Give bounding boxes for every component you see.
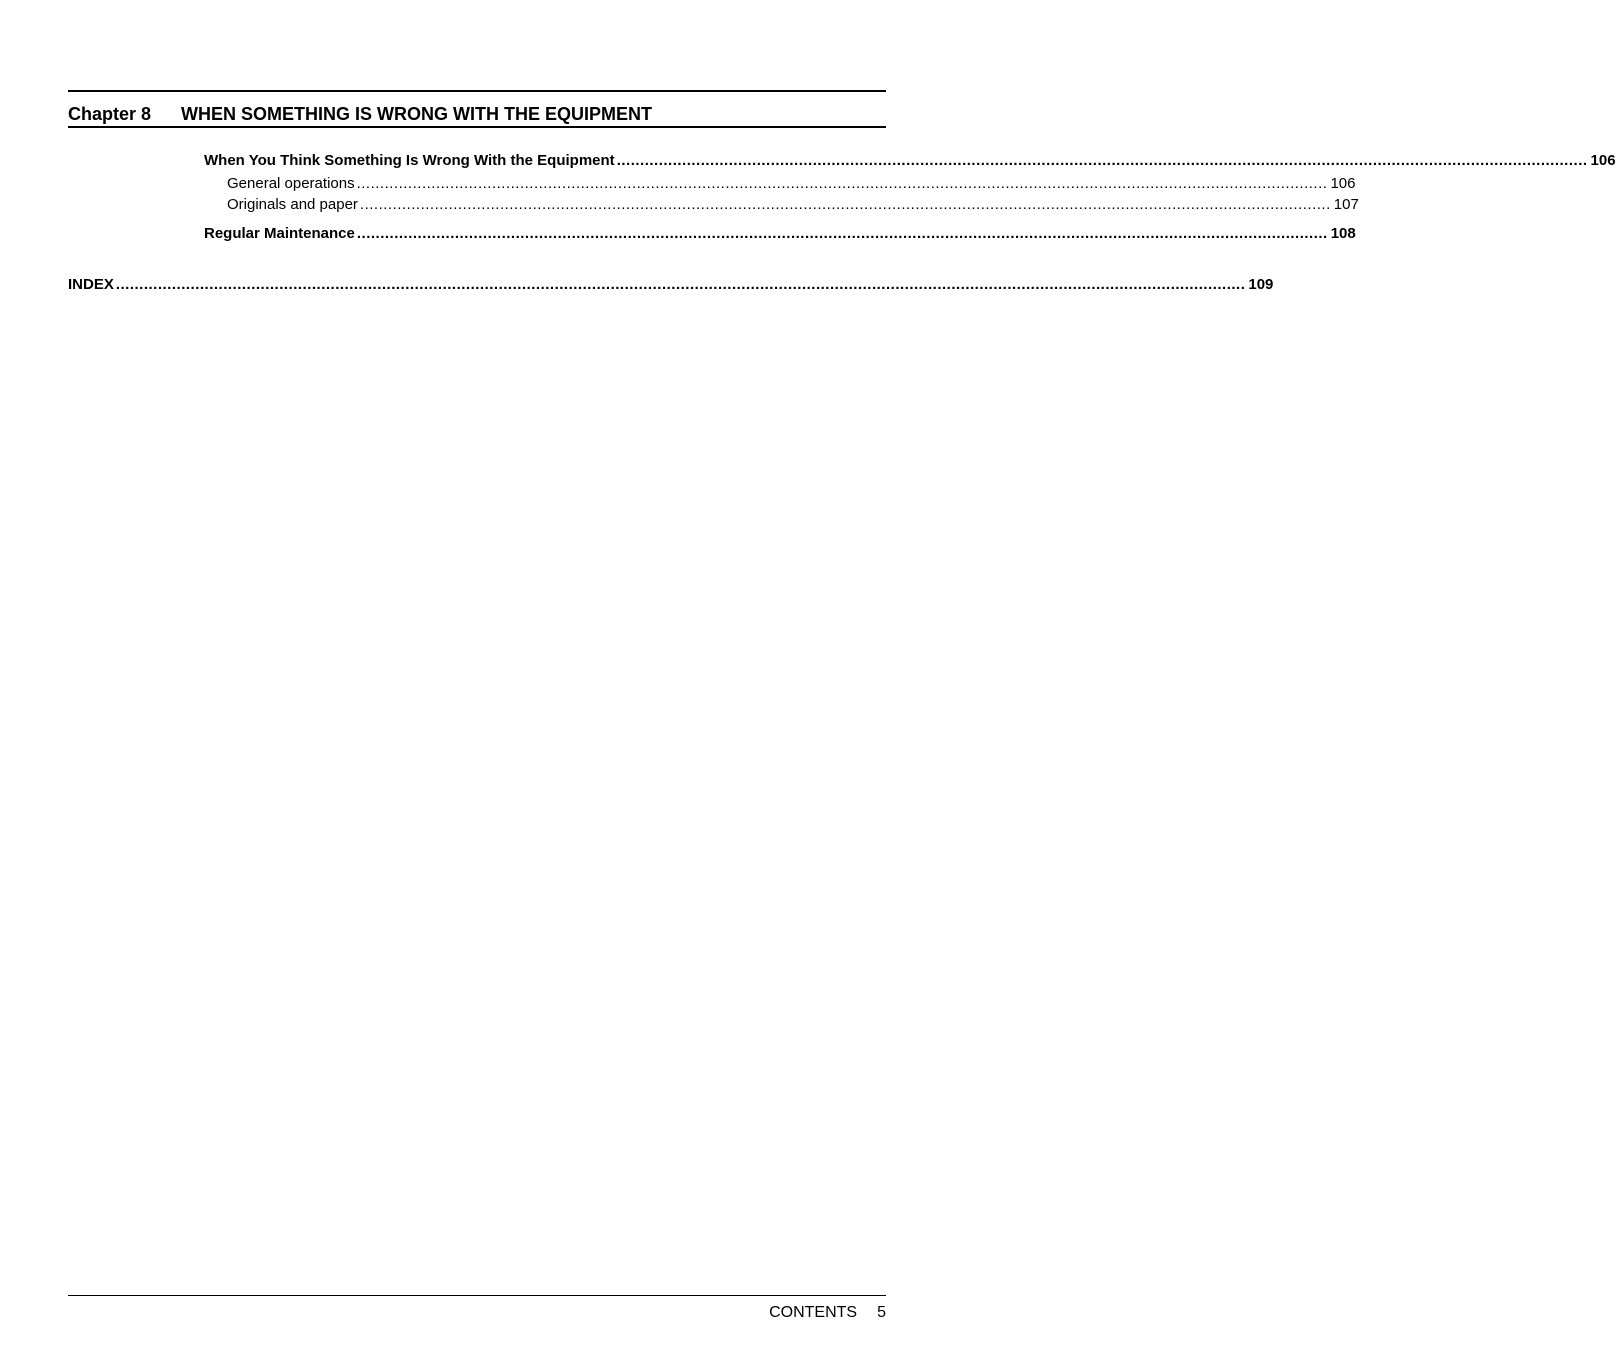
footer-rule xyxy=(68,1295,886,1296)
toc-entry-page: 107 xyxy=(1333,196,1359,213)
footer-section-label: CONTENTS xyxy=(769,1304,858,1321)
toc-dot-leader: ................................................................................................................................................................................................................ xyxy=(356,175,1328,192)
toc-dot-leader: ................................................................................................................................................................................................................ xyxy=(616,152,1588,169)
toc-entry-general-operations[interactable] xyxy=(227,175,1356,193)
toc-entry-index[interactable] xyxy=(68,276,1274,294)
toc-dot-leader: ................................................................................................................................................................................................................ xyxy=(359,196,1331,213)
toc-entry-originals-and-paper[interactable] xyxy=(227,196,1359,214)
chapter-header xyxy=(68,90,886,128)
toc-dot-leader: .................................................................................................................................................................................................................................................. xyxy=(115,276,1246,293)
toc-dot-leader: ................................................................................................................................................................................................................ xyxy=(356,225,1328,242)
toc-entry-page: 106 xyxy=(1330,175,1356,192)
toc-entry-label: When You Think Something Is Wrong With the Equipment xyxy=(204,152,615,169)
toc-entry-label: Regular Maintenance xyxy=(204,225,355,242)
chapter-title: WHEN SOMETHING IS WRONG WITH THE EQUIPMENT xyxy=(181,104,652,124)
toc-entry-label: INDEX xyxy=(68,276,114,293)
toc-entry-label: General operations xyxy=(227,175,355,192)
page-footer xyxy=(769,1304,886,1322)
chapter-label: Chapter 8 xyxy=(68,104,152,124)
footer-page-number: 5 xyxy=(877,1304,886,1321)
toc-entry-regular-maintenance[interactable] xyxy=(204,225,1356,243)
toc-entry-page: 108 xyxy=(1330,225,1356,242)
toc-entry-page: 109 xyxy=(1248,276,1274,293)
toc-entry-when-you-think[interactable] xyxy=(204,152,1616,170)
toc-entry-label: Originals and paper xyxy=(227,196,358,213)
toc-entry-page: 106 xyxy=(1590,152,1616,169)
